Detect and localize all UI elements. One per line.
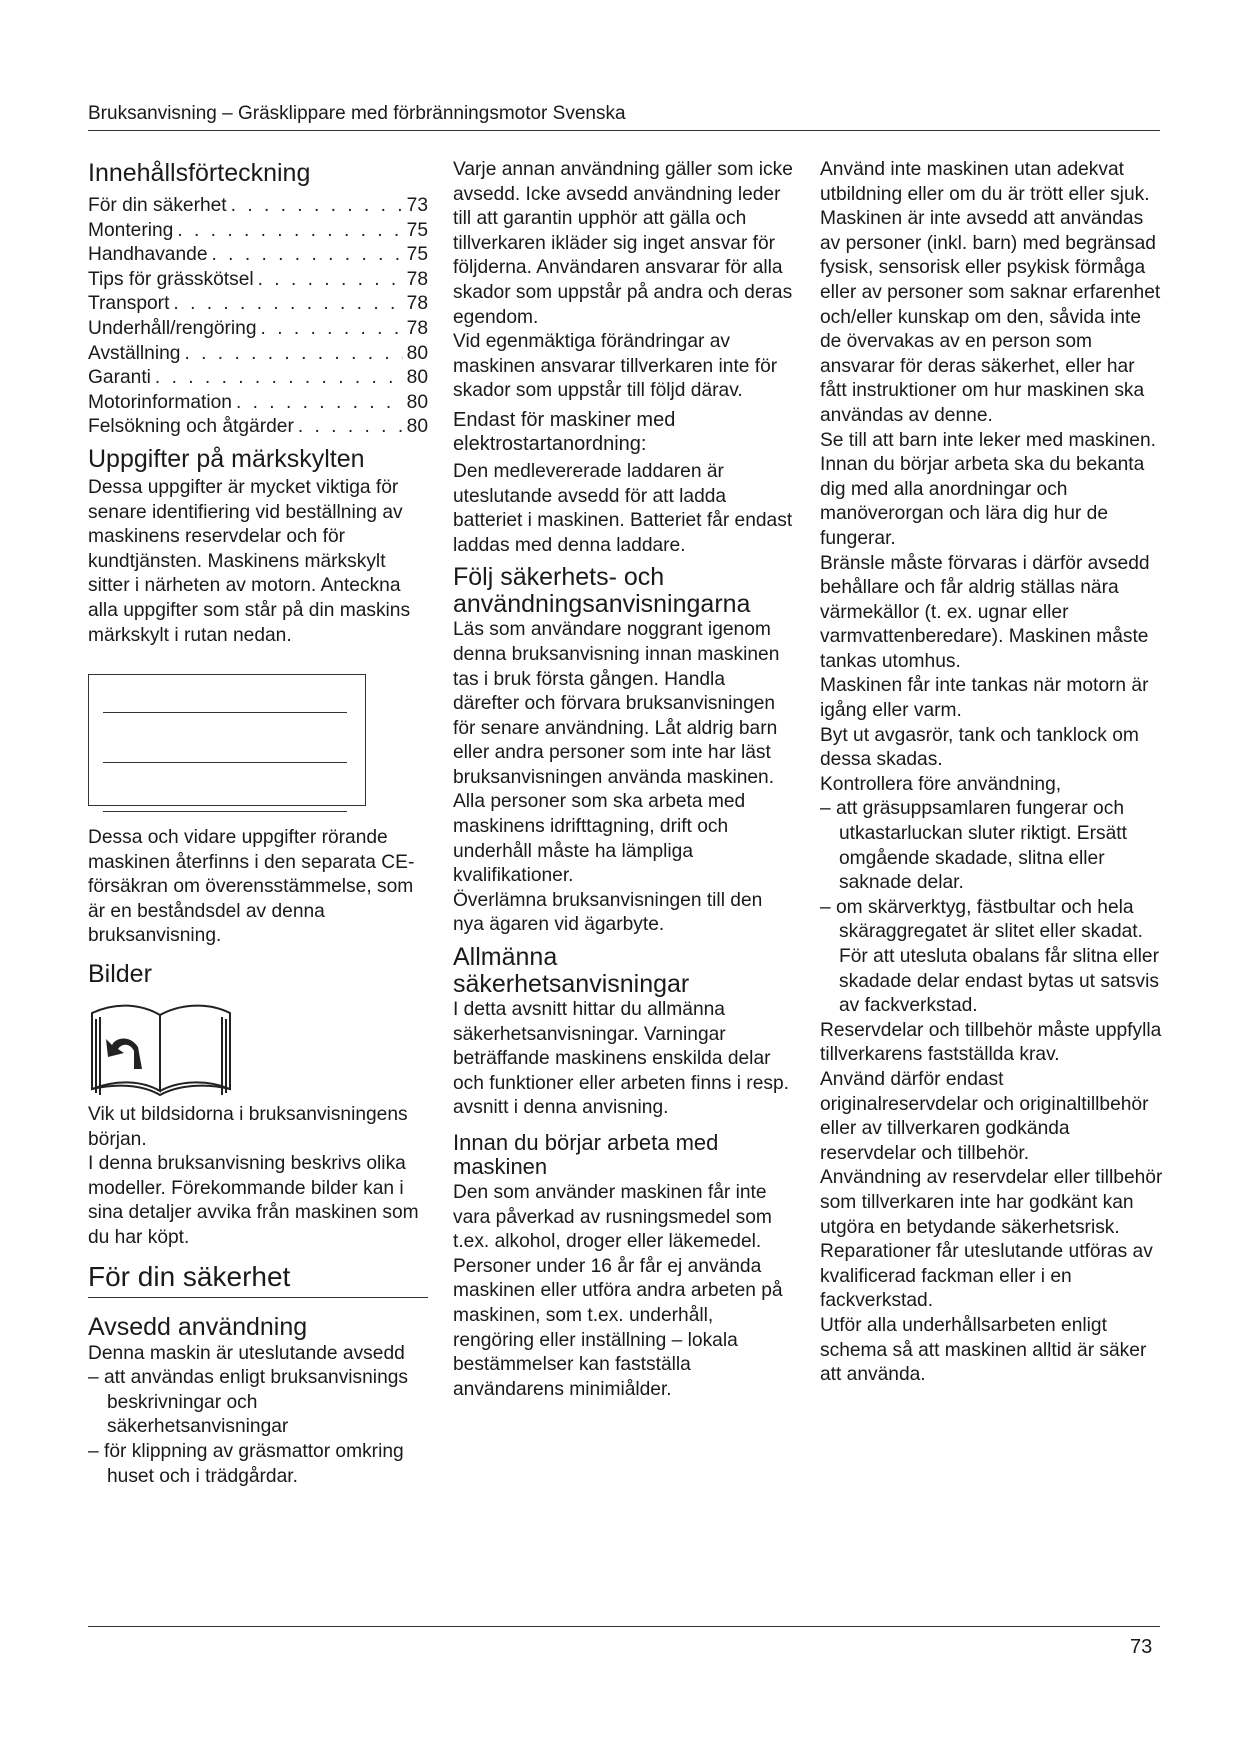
follow-instructions-title: Följ säkerhets- och användningsanvisningarna (453, 563, 751, 619)
section-rule (88, 1297, 428, 1298)
plate-line (103, 712, 347, 713)
toc-item[interactable]: För din säkerhet . . . 73 (88, 194, 428, 219)
table-of-contents (88, 194, 428, 440)
paragraph: Varje annan användning gäller som icke avsedd. Icke avsedd användning leder till att garantin upphör att gälla och tillverkaren ikläder sig inget ansvar för följderna. Användaren ansvarar för alla skador som uppstår på andra och deras egendom. (453, 159, 793, 328)
bilder-text-1: Vik ut bildsidorna i bruksanvisningens början. (88, 1104, 408, 1150)
paragraph: Maskinen är inte avsedd att användas av personer (inkl. barn) med begränsad fysisk, sensorisk eller psykisk förmåga eller av personer som saknar erfarenhet och/eller kunskap om den, såvida inte de övervakas av en person som ansvarar för deras säkerhet, eller har fått instruktioner om hur maskinen ska användas av denne. (820, 208, 1161, 426)
paragraph: Se till att barn inte leker med maskinen. (820, 429, 1156, 451)
paragraph: Använd därför endast originalreservdelar och originaltillbehör eller av tillverkaren godkända reservdelar och tillbehör. (820, 1068, 1149, 1164)
list-item: – om skärverktyg, fästbultar och hela skäraggregatet är slitet eller skadat. För att utesluta obalans får slitna eller skadade delar endast bytas ut satsvis av fackverkstad. (820, 896, 1165, 1019)
footer-rule (88, 1626, 1160, 1627)
paragraph: Den medlevererade laddaren är uteslutande avsedd för att ladda batteriet i maskinen. Batteriet får endast laddas med denna laddare. (453, 460, 793, 556)
fold-out-book-icon (88, 999, 234, 1097)
paragraph: Reservdelar och tillbehör måste uppfylla tillverkarens fastställda krav. (820, 1019, 1162, 1066)
intended-use-title: Avsedd användning (88, 1312, 308, 1341)
paragraph: Alla personer som ska arbeta med maskinens idrifttagning, drift och underhåll måste ha lämpliga kvalifikationer. (453, 791, 746, 887)
paragraph: Innan du börjar arbeta ska du bekanta dig med alla anordningar och manöverorgan och lära dig hur de fungerar. (820, 454, 1145, 549)
list-item: – att användas enligt bruksanvisnings beskrivningar och säkerhetsanvisningar (88, 1366, 428, 1440)
intended-use-list (88, 1366, 428, 1489)
column-2 (453, 158, 795, 1402)
paragraph: Överlämna bruksanvisningen till den nya ägaren vid ägarbyte. (453, 889, 763, 936)
paragraph: Användning av reservdelar eller tillbehör som tillverkaren inte har godkänt kan utgöra en betydande säkerhetsrisk. (820, 1167, 1163, 1238)
rating-plate-box (88, 674, 366, 806)
toc-item[interactable]: Avställning . . . 80 (88, 342, 428, 367)
plate-line (103, 811, 347, 812)
electro-start-title: Endast för maskiner med elektrostartanordning: (453, 408, 676, 455)
paragraph: Byt ut avgasrör, tank och tanklock om dessa skadas. (820, 724, 1139, 771)
plate-after-text: Dessa och vidare uppgifter rörande maskinen återfinns i den separata CE-försäkran om överensstämmelse, som är en beståndsdel av denna bruksanvisning. (88, 827, 415, 947)
paragraph: Läs som användare noggrant igenom denna bruksanvisning innan maskinen tas i bruk första gången. Handla därefter och förvara bruksanvisningen för senare användning. Låt aldrig barn eller andra personer som inte har läst bruksanvisningen använda maskinen. (453, 619, 780, 788)
check-list (820, 797, 1165, 1018)
plate-text: Dessa uppgifter är mycket viktiga för senare identifiering vid beställning av maskinens reservdelar och för kundtjänsten. Maskinens märkskylt sitter i närheten av motorn. Anteckna alla uppgifter som står på din maskins märkskylt i rutan nedan. (88, 476, 411, 646)
page-number: 73 (1130, 1636, 1153, 1658)
paragraph: Personer under 16 år får ej använda maskinen eller utföra andra arbeten på maskinen, som t.ex. underhåll, rengöring eller inställning – lokala bestämmelser kan fastställa användarens minimiålder. (453, 1255, 783, 1400)
plate-title: Uppgifter på märkskylten (88, 444, 365, 473)
intended-use-text: Denna maskin är uteslutande avsedd (88, 1342, 405, 1364)
list-item: – för klippning av gräsmattor omkring huset och i trädgårdar. (88, 1440, 428, 1489)
toc-item[interactable]: Garanti . . . 80 (88, 366, 428, 391)
toc-item[interactable]: Tips för grässkötsel . . . 78 (88, 268, 428, 293)
page-header: Bruksanvisning – Gräsklippare med förbränningsmotor Svenska (88, 103, 626, 124)
toc-item[interactable]: Handhavande . . . 75 (88, 243, 428, 268)
toc-title: Innehållsförteckning (88, 159, 311, 187)
bilder-title: Bilder (88, 960, 152, 989)
paragraph: Maskinen får inte tankas när motorn är igång eller varm. (820, 675, 1149, 722)
paragraph: I detta avsnitt hittar du allmänna säkerhetsanvisningar. Varningar beträffande maskinens enskilda delar och funktioner eller arbeten finns i resp. avsnitt i denna anvisning. (453, 999, 789, 1119)
toc-item[interactable]: Transport . . . 78 (88, 292, 428, 317)
toc-item[interactable]: Underhåll/rengöring . . . 78 (88, 317, 428, 342)
general-safety-title: Allmänna säkerhetsanvisningar (453, 943, 690, 999)
plate-line (103, 762, 347, 763)
paragraph: Vid egenmäktiga förändringar av maskinen ansvarar tillverkaren inte för skador som uppstår till följd därav. (453, 331, 778, 402)
paragraph: Den som använder maskinen får inte vara påverkad av rusningsmedel som t.ex. alkohol, droger eller läkemedel. (453, 1182, 772, 1253)
paragraph: Bränsle måste förvaras i därför avsedd behållare och får aldrig ställas nära värmekällor (t. ex. ugnar eller varmvattenberedare). Maskinen måste tankas utomhus. (820, 552, 1150, 672)
paragraph: Reparationer får uteslutande utföras av kvalificerad fackman eller i en fackverkstad. (820, 1241, 1153, 1312)
header-rule (88, 130, 1160, 131)
column-3 (820, 158, 1165, 1388)
safety-section-title: För din säkerhet (88, 1260, 291, 1292)
bilder-text-2: I denna bruksanvisning beskrivs olika modeller. Förekommande bilder kan i sina detaljer avvika från maskinen som du har köpt. (88, 1153, 419, 1249)
toc-item[interactable]: Felsökning och åtgärder . . . 80 (88, 415, 428, 440)
before-work-title: Innan du börjar arbeta med maskinen (453, 1130, 719, 1179)
list-item: – att gräsuppsamlaren fungerar och utkastarluckan sluter riktigt. Ersätt omgående skadade, slitna eller saknade delar. (820, 797, 1165, 895)
column-1 (88, 158, 428, 1489)
paragraph: Utför alla underhållsarbeten enligt schema så att maskinen alltid är säker att använda. (820, 1314, 1147, 1386)
toc-item[interactable]: Montering . . . 75 (88, 219, 428, 244)
paragraph: Kontrollera före användning, (820, 773, 1062, 795)
paragraph: Använd inte maskinen utan adekvat utbildning eller om du är trött eller sjuk. (820, 159, 1150, 205)
toc-item[interactable]: Motorinformation . . . 80 (88, 391, 428, 416)
